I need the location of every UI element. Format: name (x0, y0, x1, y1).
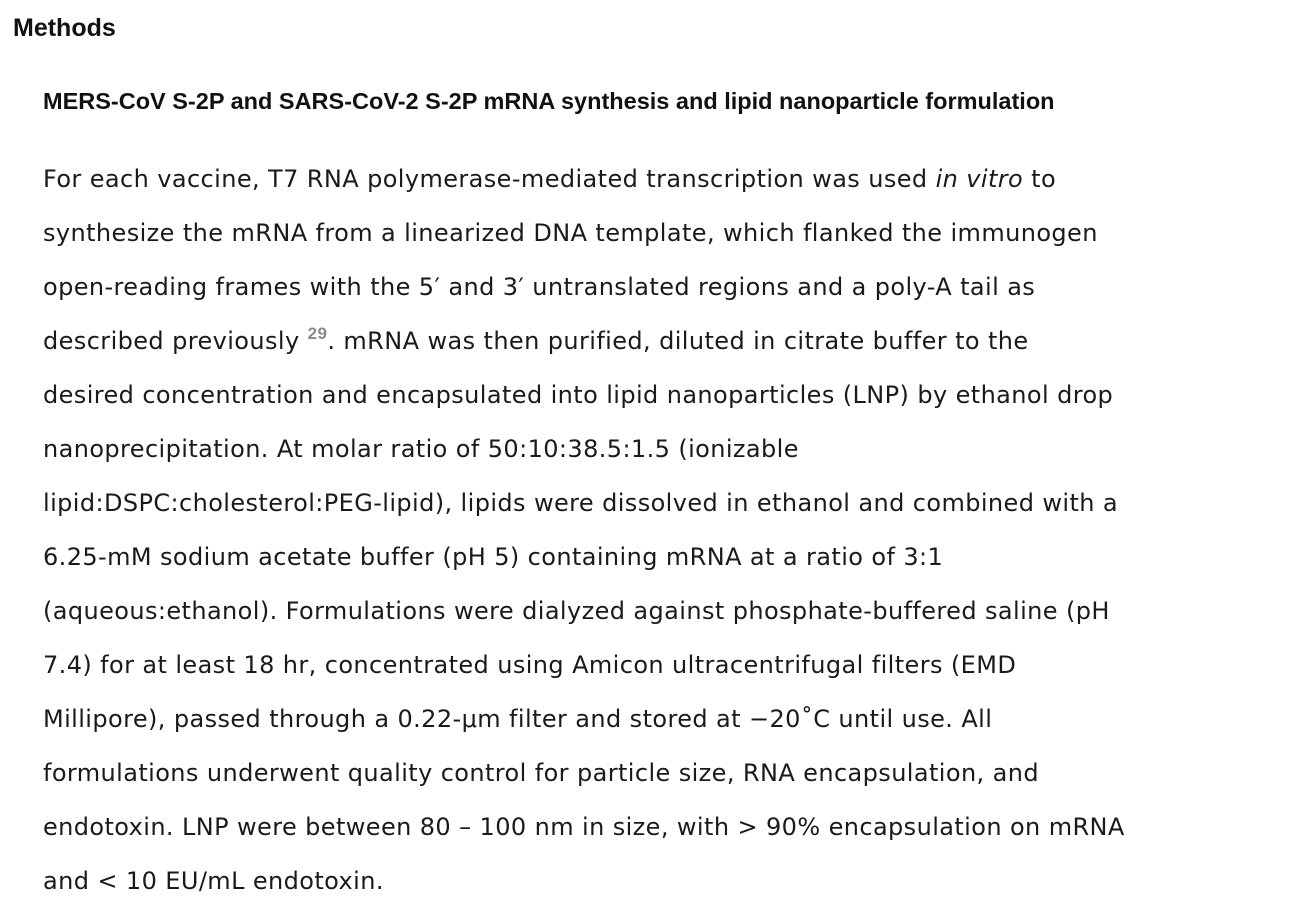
paragraph-line: endotoxin. LNP were between 80 – 100 nm in size, with > 90% encapsulation on mRNA (43, 813, 1125, 841)
italic-term: in vitro (935, 165, 1024, 193)
text-span: to (1023, 165, 1057, 193)
text-span: For each vaccine, T7 RNA polymerase-mediated transcription was used (43, 165, 936, 193)
paragraph-line: 6.25-mM sodium acetate buffer (pH 5) containing mRNA at a ratio of 3:1 (43, 543, 944, 571)
paragraph-line: (aqueous:ethanol). Formulations were dialyzed against phosphate-buffered saline (pH (43, 597, 1110, 625)
methods-paragraph (43, 152, 1305, 908)
paragraph-line: nanoprecipitation. At molar ratio of 50:10:38.5:1.5 (ionizable (43, 435, 799, 463)
section-heading: Methods (13, 14, 116, 42)
paragraph-line: synthesize the mRNA from a linearized DNA template, which flanked the immunogen (43, 219, 1098, 247)
paragraph-line: open-reading frames with the 5′ and 3′ untranslated regions and a poly-A tail as (43, 273, 1036, 301)
paragraph-line (43, 314, 1305, 368)
paragraph-line: desired concentration and encapsulated into lipid nanoparticles (LNP) by ethanol drop (43, 381, 1114, 409)
paragraph-line: and < 10 EU/mL endotoxin. (43, 867, 384, 895)
paragraph-line: Millipore), passed through a 0.22-μm filter and stored at −20˚C until use. All (43, 705, 993, 733)
paragraph-line (43, 152, 1305, 206)
paragraph-line: lipid:DSPC:cholesterol:PEG-lipid), lipids were dissolved in ethanol and combined with a (43, 489, 1119, 517)
paragraph-line: formulations underwent quality control for particle size, RNA encapsulation, and (43, 759, 1039, 787)
text-span: described previously (43, 327, 308, 355)
citation-link[interactable]: 29 (307, 324, 328, 343)
subsection-heading: MERS-CoV S-2P and SARS-CoV-2 S-2P mRNA synthesis and lipid nanoparticle formulation (43, 88, 1055, 114)
text-span: . mRNA was then purified, diluted in citrate buffer to the (327, 327, 1029, 355)
paragraph-line: 7.4) for at least 18 hr, concentrated using Amicon ultracentrifugal filters (EMD (43, 651, 1017, 679)
